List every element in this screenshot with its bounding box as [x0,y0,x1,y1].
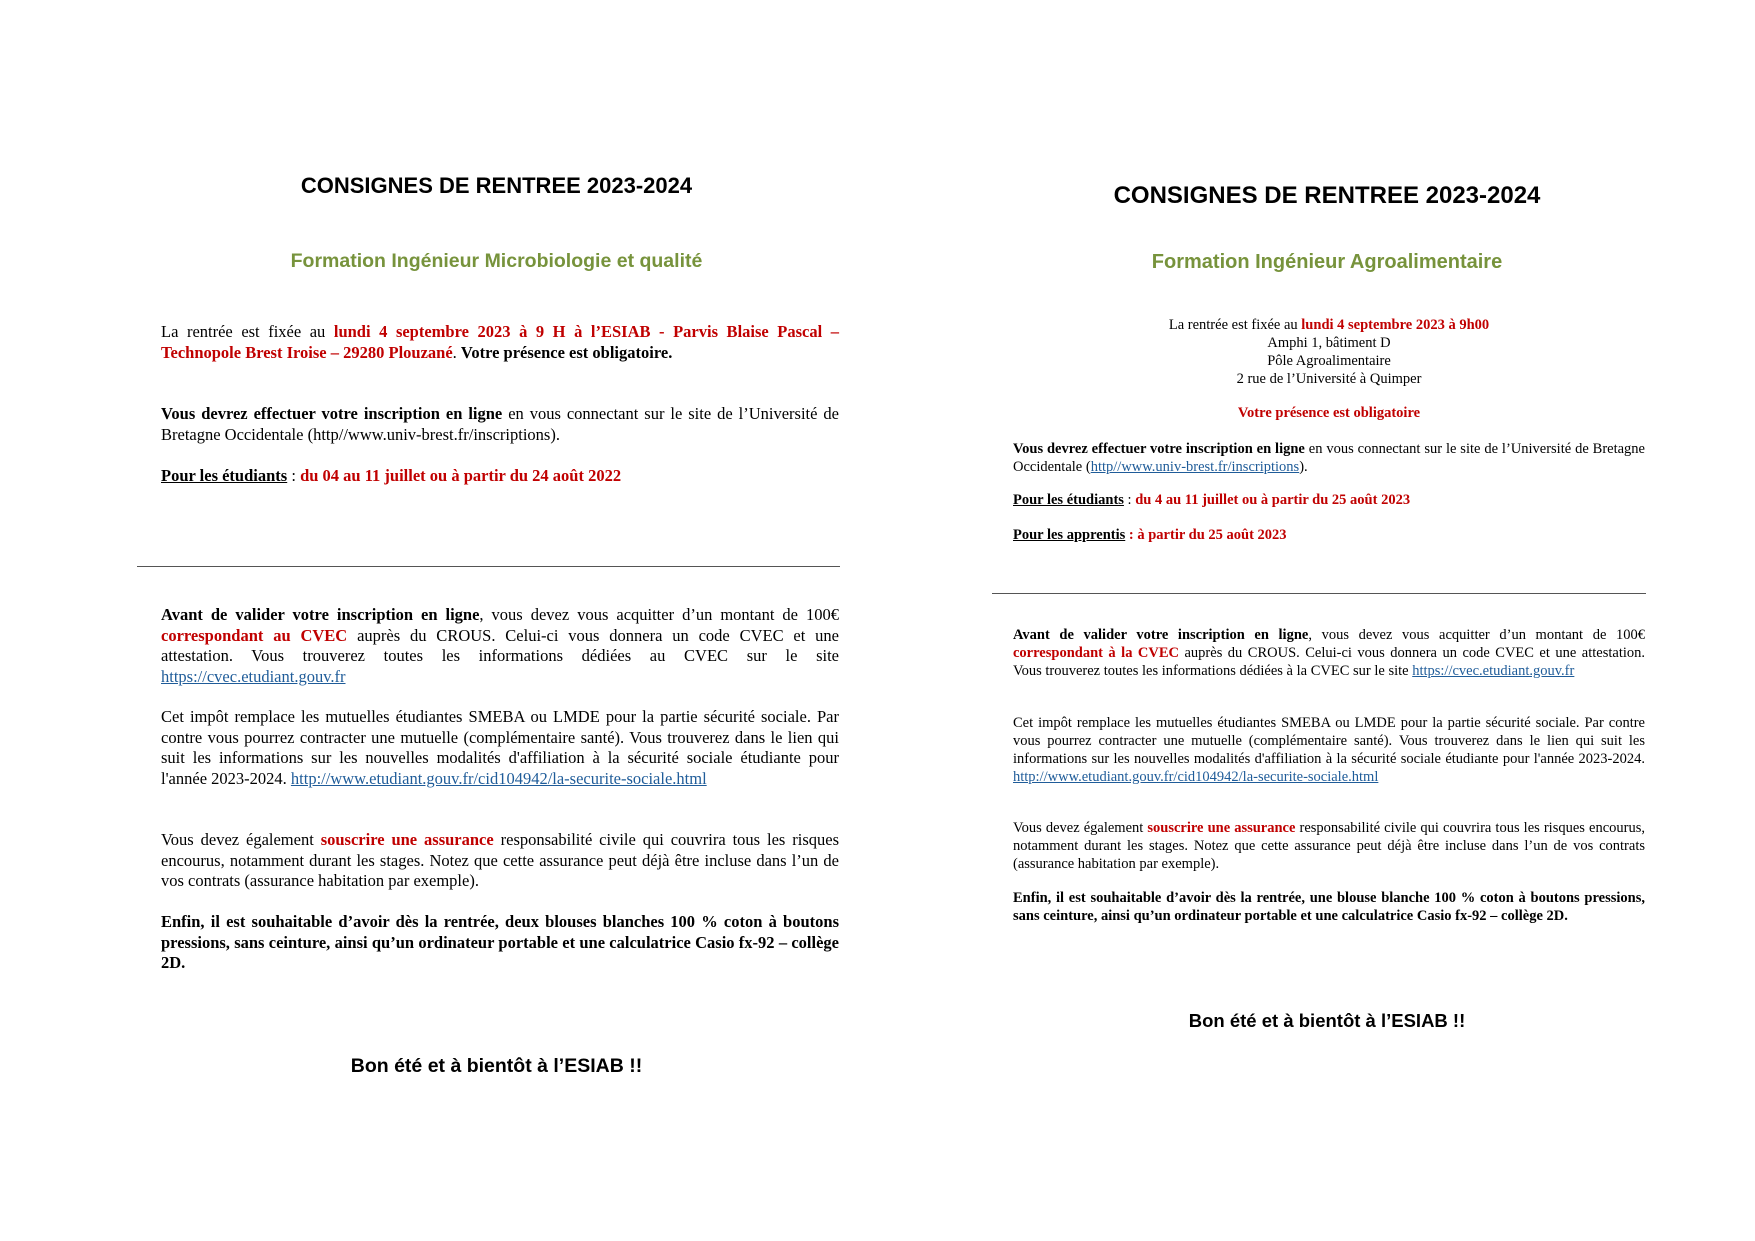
equipment-paragraph: Enfin, il est souhaitable d’avoir dès la rentrée, une blouse blanche 100 % coton à boutons pressions, sans ceinture, ainsi qu’un ordinateur portable et une calculatrice Casio fx-92 – collège 2D. [1013,890,1645,924]
rentree-location-pole: Pôle Agroalimentaire [1267,353,1391,369]
page-microbiologie [0,0,877,1241]
cvec-paragraph: Avant de valider votre inscription en ligne, vous devez vous acquitter d’un montant de 100€ correspondant à la CVEC auprès du CROUS. Celui-ci vous donnera un code CVEC et une attestation. Vous trouverez toutes les informations dédiées à la CVEC sur le site https://cvec.etudiant.gouv.fr [1013,627,1646,679]
page-title: CONSIGNES DE RENTREE 2023-2024 [1113,182,1541,209]
rentree-date-location: lundi 4 septembre 2023 à 9 H à l’ESIAB - Parvis Blaise Pascal – Technopole Brest Iroise – 29280 Plouzané [161,322,840,362]
equipment-paragraph: Enfin, il est souhaitable d’avoir dès la rentrée, deux blouses blanches 100 % coton à boutons pressions, sans ceinture, ainsi qu’un ordinateur portable et une calculatrice Casio fx-92 – collège 2D. [161,912,839,972]
cvec-link[interactable]: https://cvec.etudiant.gouv.fr [161,666,346,686]
inscriptions-link[interactable]: http//www.univ-brest.fr/inscriptions [1090,459,1300,475]
assurance-paragraph: Vous devez également souscrire une assurance responsabilité civile qui couvrira tous les risques encourus, notamment durant les stages. Notez que cette assurance peut déjà être incluse dans l’un de vos contrats (assurance habitation par exemple). [1013,820,1645,872]
apprentis-label: Pour les apprentis [1013,527,1126,543]
cvec-paragraph: Avant de valider votre inscription en ligne, vous devez vous acquitter d’un montant de 100€ correspondant au CVEC auprès du CROUS. Celui-ci vous donnera un code CVEC et une attestation. Vous trouverez toutes les informations dédiées au CVEC sur le site https://cvec.etudiant.gouv.fr [161,605,840,686]
presence-obligatoire: Votre présence est obligatoire [1237,405,1421,421]
formation-subtitle: Formation Ingénieur Agroalimentaire [1151,251,1503,273]
etudiants-dates: Pour les étudiants : du 4 au 11 juillet ou à partir du 25 août 2023 [1013,492,1411,508]
formation-subtitle: Formation Ingénieur Microbiologie et qualité [290,250,703,272]
closing-message: Bon été et à bientôt à l’ESIAB !! [1188,1010,1466,1031]
rentree-date: lundi 4 septembre 2023 à 9h00 [1301,317,1490,333]
securite-sociale-link[interactable]: http://www.etudiant.gouv.fr/cid104942/la-securite-sociale.html [1013,769,1379,785]
page-agroalimentaire [877,0,1755,1241]
securite-sociale-paragraph: Cet impôt remplace les mutuelles étudiantes SMEBA ou LMDE pour la partie sécurité sociale. Par contre vous pourrez contracter une mutuelle (complémentaire santé). Vous trouverez dans le lien qui suit les informations sur les nouvelles modalités d'affiliation à la sécurité sociale étudiante pour l'année 2023-2024. http://www.etudiant.gouv.fr/cid104942/la-securite-sociale.html [161,707,839,788]
rentree-location-amphi: Amphi 1, bâtiment D [1267,335,1391,351]
apprentis-dates: Pour les apprentis : à partir du 25 août 2023 [1013,527,1287,543]
section-divider [137,566,840,567]
etudiants-dates: Pour les étudiants : du 04 au 11 juillet ou à partir du 24 août 2022 [161,466,622,485]
page-title: CONSIGNES DE RENTREE 2023-2024 [300,173,693,198]
cvec-link[interactable]: https://cvec.etudiant.gouv.fr [1412,663,1575,679]
rentree-location-address: 2 rue de l’Université à Quimper [1236,371,1422,387]
inscription-paragraph: Vous devrez effectuer votre inscription en ligne en vous connectant sur le site de l’Université de Bretagne Occidentale (http//www.univ-brest.fr/inscriptions). [161,404,839,444]
presence-obligatoire: Votre présence est obligatoire. [460,342,673,362]
inscription-paragraph: Vous devrez effectuer votre inscription en ligne en vous connectant sur le site de l’Université de Bretagne Occidentale (http//www.univ-brest.fr/inscriptions). [1013,441,1645,475]
etudiants-label: Pour les étudiants [1013,492,1124,508]
etudiants-label: Pour les étudiants [161,466,288,485]
closing-message: Bon été et à bientôt à l’ESIAB !! [350,1055,643,1077]
securite-sociale-paragraph: Cet impôt remplace les mutuelles étudiantes SMEBA ou LMDE pour la partie sécurité sociale. Par contre vous pourrez contracter une mutuelle (complémentaire santé). Vous trouverez dans le lien qui suit les informations sur les nouvelles modalités d'affiliation à la sécurité sociale étudiante pour l'année 2023-2024. http://www.etudiant.gouv.fr/cid104942/la-securite-sociale.html [1013,715,1645,785]
section-divider [992,593,1646,594]
assurance-paragraph: Vous devez également souscrire une assurance responsabilité civile qui couvrira tous les risques encourus, notamment durant les stages. Notez que cette assurance peut déjà être incluse dans l’un de vos contrats (assurance habitation par exemple). [161,830,839,890]
rentree-paragraph: La rentrée est fixée au lundi 4 septembre 2023 à 9 H à l’ESIAB - Parvis Blaise Pascal – Technopole Brest Iroise – 29280 Plouzané. Votre présence est obligatoire. [161,322,840,362]
rentree-paragraph: La rentrée est fixée au lundi 4 septembre 2023 à 9h00 Amphi 1, bâtiment D Pôle Agroalimentaire 2 rue de l’Université à Quimper [1168,317,1490,387]
securite-sociale-link[interactable]: http://www.etudiant.gouv.fr/cid104942/la-securite-sociale.html [290,768,707,788]
